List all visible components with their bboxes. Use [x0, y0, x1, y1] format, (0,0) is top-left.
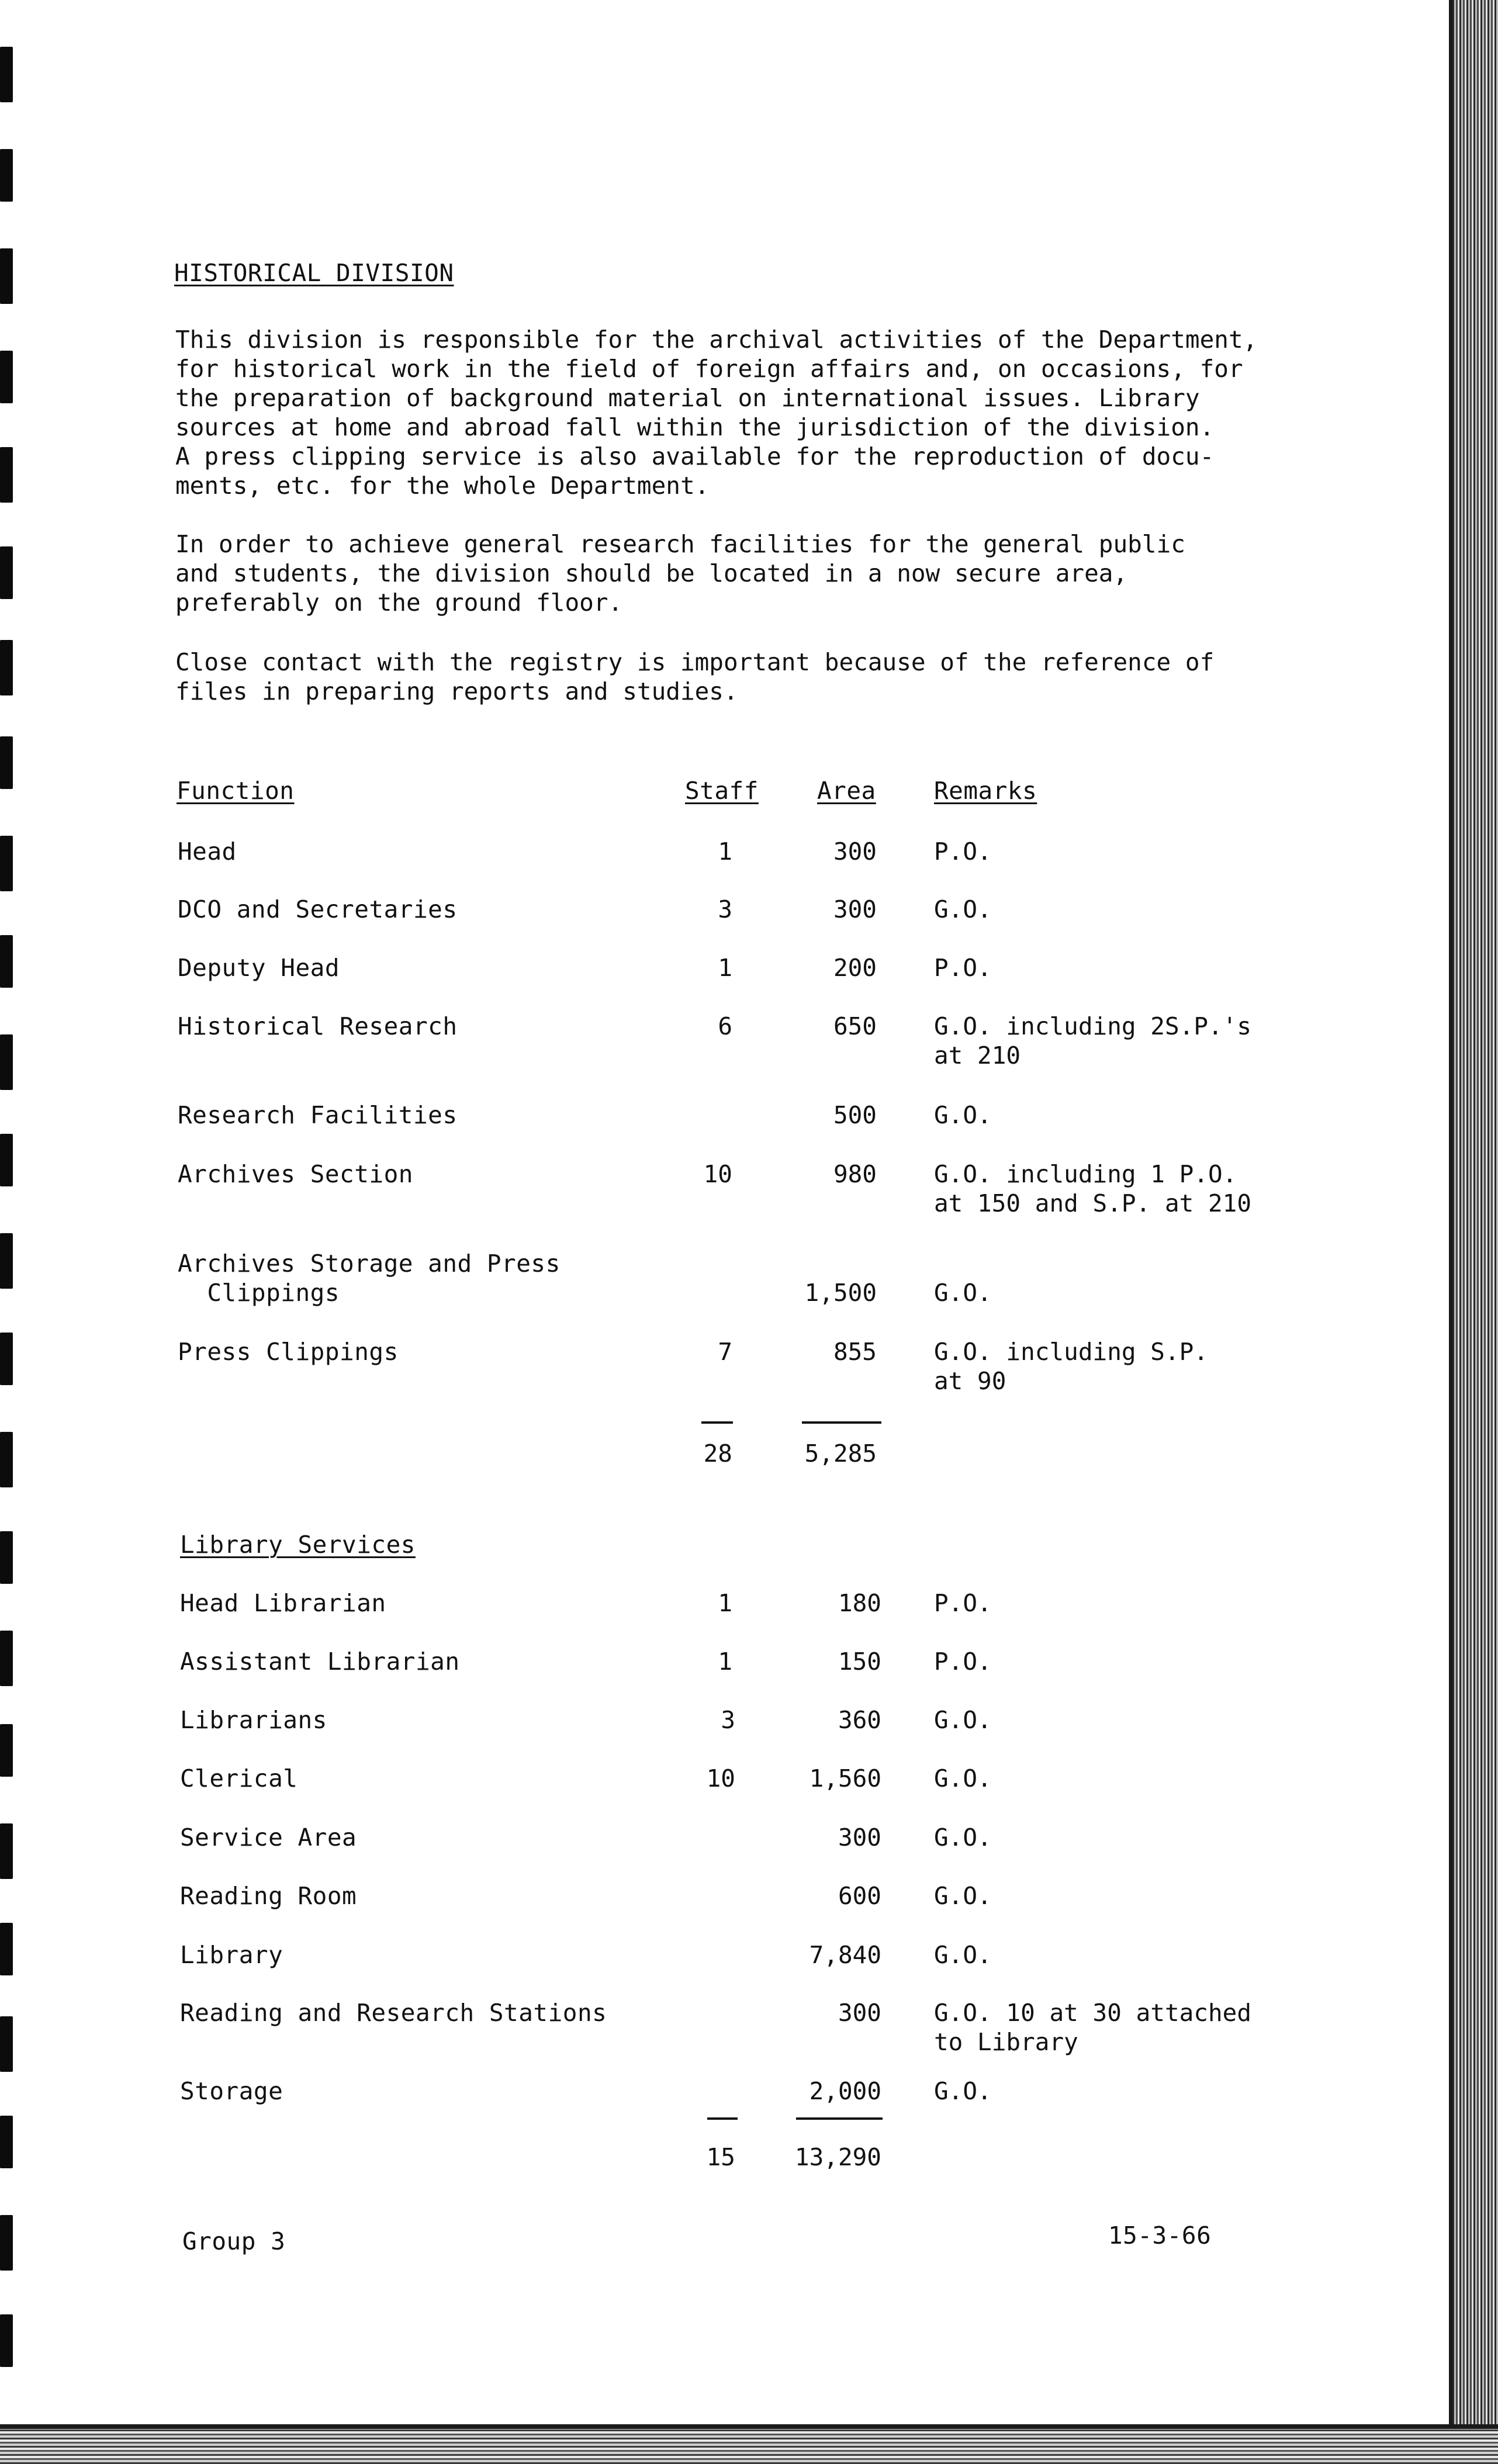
row-staff: 1 [718, 1589, 732, 1617]
row-area: 300 [833, 895, 877, 923]
paragraph-location: In order to achieve general research facilities for the general public and students, the division should be located in a now secure area, preferably on the ground floor. [175, 530, 1185, 617]
footer-date: 15-3-66 [1108, 2221, 1212, 2250]
row-remarks: G.O. [934, 895, 992, 923]
footer-group: Group 3 [182, 2227, 286, 2255]
scan-edge-right-line [1449, 0, 1452, 2464]
library-total-rule-area [796, 2117, 883, 2120]
row-area: 300 [838, 1999, 881, 2027]
row-function: Service Area [180, 1823, 357, 1852]
paragraph-registry: Close contact with the registry is important because of the reference of files in preparing reports and studies. [175, 648, 1215, 705]
row-area: 500 [833, 1101, 877, 1129]
scan-edge-right [1452, 0, 1498, 2464]
paragraph-intro: This division is responsible for the archival activities of the Department, for historical work in the field of foreign affairs and, on occasions, for the preparation of background material on international issues. Library sources at home and abroad fall within the jurisdiction of the division. A press clipping service is also available for the reproduction of docu- ments, etc. for the whole Department. [175, 326, 1258, 500]
library-heading: Library Services [180, 1531, 416, 1559]
row-staff: 3 [721, 1706, 735, 1734]
scan-edge-bottom [0, 2429, 1498, 2464]
row-staff: 6 [718, 1012, 732, 1040]
row-function: Storage [180, 2077, 283, 2105]
row-remarks: G.O. [934, 1764, 992, 1792]
row-area: 7,840 [809, 1941, 881, 1969]
row-function: Head Librarian [180, 1589, 386, 1617]
row-function: Clerical [180, 1764, 298, 1792]
row-function: Research Facilities [178, 1101, 458, 1129]
row-remarks: P.O. [934, 954, 992, 982]
column-header-area: Area [817, 777, 876, 805]
row-remarks: G.O. including S.P. at 90 [934, 1338, 1208, 1395]
row-remarks: G.O. [934, 1941, 992, 1969]
row-function: Archives Section [178, 1160, 413, 1188]
scan-edge-bottom-line [0, 2424, 1498, 2429]
row-area: 300 [838, 1823, 881, 1852]
row-function: DCO and Secretaries [178, 895, 458, 923]
row-remarks: P.O. [934, 1589, 992, 1617]
row-staff: 1 [718, 954, 732, 982]
row-function: Library [180, 1941, 283, 1969]
row-staff: 1 [718, 838, 732, 866]
row-staff: 3 [718, 895, 732, 923]
row-function: Reading and Research Stations [180, 1999, 607, 2027]
column-header-remarks: Remarks [934, 777, 1037, 805]
library-total-staff: 15 [706, 2143, 735, 2171]
row-area: 650 [833, 1012, 877, 1040]
row-remarks: G.O. [934, 1706, 992, 1734]
row-remarks: G.O. [934, 1101, 992, 1129]
row-area: 360 [838, 1706, 881, 1734]
row-function: Historical Research [178, 1012, 458, 1040]
row-remarks: G.O. including 2S.P.'s at 210 [934, 1012, 1252, 1070]
row-function: Librarians [180, 1706, 327, 1734]
row-staff: 10 [706, 1764, 735, 1792]
row-area: 300 [833, 838, 877, 866]
total-area: 5,285 [804, 1439, 877, 1468]
column-header-function: Function [177, 777, 295, 805]
row-function: Head [178, 838, 237, 866]
row-function: Archives Storage and Press Clippings [178, 1250, 561, 1307]
row-remarks: P.O. [934, 838, 992, 866]
row-area: 150 [838, 1648, 881, 1676]
row-function: Assistant Librarian [180, 1648, 460, 1676]
row-area: 600 [838, 1882, 881, 1910]
row-staff: 7 [718, 1338, 732, 1366]
row-area: 980 [833, 1160, 877, 1188]
library-total-area: 13,290 [794, 2143, 881, 2171]
total-staff: 28 [703, 1439, 732, 1468]
row-area: 180 [838, 1589, 881, 1617]
row-function: Press Clippings [178, 1338, 399, 1366]
row-area: 1,560 [809, 1764, 881, 1792]
row-area: 2,000 [809, 2077, 881, 2105]
row-remarks: G.O. [934, 1279, 992, 1307]
row-area: 1,500 [804, 1279, 877, 1307]
row-remarks: P.O. [934, 1648, 992, 1676]
library-total-rule-staff [707, 2117, 738, 2120]
row-staff: 1 [718, 1648, 732, 1676]
section-heading: HISTORICAL DIVISION [174, 259, 454, 287]
row-staff: 10 [703, 1160, 732, 1188]
row-function: Deputy Head [178, 954, 340, 982]
row-function: Reading Room [180, 1882, 357, 1910]
row-remarks: G.O. [934, 2077, 992, 2105]
total-rule-staff [701, 1421, 733, 1424]
row-area: 855 [833, 1338, 877, 1366]
row-remarks: G.O. including 1 P.O. at 150 and S.P. at 210 [934, 1160, 1252, 1217]
row-remarks: G.O. [934, 1882, 992, 1910]
total-rule-area [802, 1421, 881, 1424]
row-area: 200 [833, 954, 877, 982]
column-header-staff: Staff [685, 777, 759, 805]
row-remarks: G.O. [934, 1823, 992, 1852]
row-remarks: G.O. 10 at 30 attached to Library [934, 1999, 1252, 2056]
